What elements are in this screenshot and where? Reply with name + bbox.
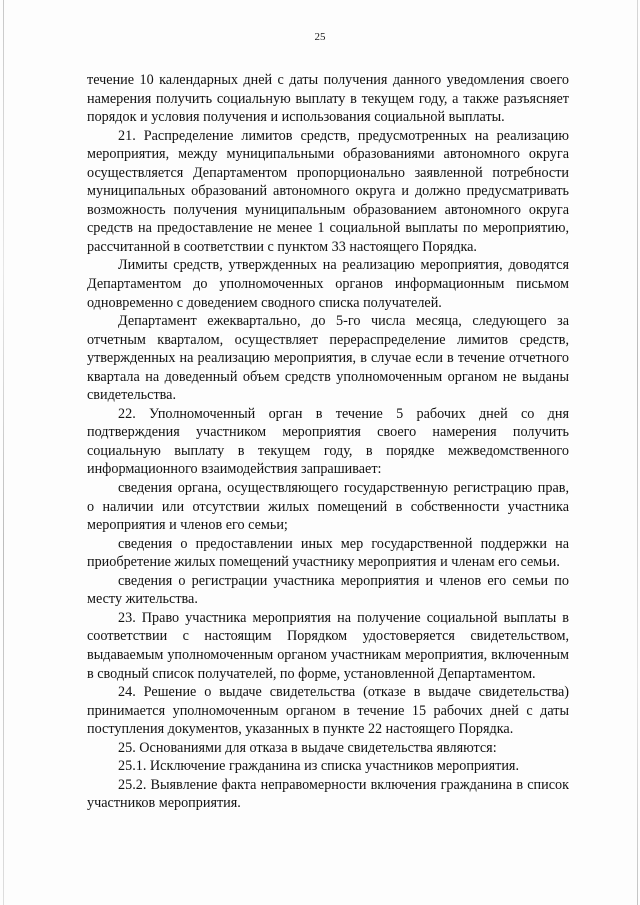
paragraph-continued: течение 10 календарных дней с даты получения данного уведомления своего намерения получить социальную выплату в текущем году, а также разъясняет порядок и условия получения и использования социальной выплаты. — [87, 72, 569, 126]
paragraph-22-item-other-support: сведения о предоставлении иных мер государственной поддержки на приобретение жилых помещений участнику мероприятия и членам его семьи. — [87, 535, 569, 571]
paragraph-25-2: 25.2. Выявление факта неправомерности включения гражданина в список участников мероприятия. — [87, 776, 569, 812]
page-number: 25 — [314, 31, 326, 43]
scan-edge-right — [637, 0, 638, 905]
paragraph-limits: Лимиты средств, утвержденных на реализацию мероприятия, доводятся Департаментом до уполномоченных органов информационным письмом одновременно с доведением сводного списка получателей. — [87, 257, 569, 311]
paragraph-21: 21. Распределение лимитов средств, предусмотренных на реализацию мероприятия, между муниципальными образованиями автономного округа осуществляется Департаментом пропорционально заявленной потребности муниципальных образований автономного округа и должно предусматривать возможность получения муниципальным образованием автономного округа средств на предоставление не менее 1 социальной выплаты по мероприятию, рассчитанной в соответствии с пунктом 33 настоящего Порядка. — [87, 127, 569, 255]
document-body — [87, 71, 569, 813]
paragraph-22-item-registration-rights: сведения органа, осуществляющего государственную регистрацию прав, о наличии или отсутствии жилых помещений в собственности участника мероприятия и членов его семьи; — [87, 480, 569, 534]
paragraph-25: 25. Основаниями для отказа в выдаче свидетельства являются: — [118, 739, 497, 756]
paragraph-redistribution: Департамент ежеквартально, до 5-го числа месяца, следующего за отчетным кварталом, осуществляет перераспределение лимитов средств, утвержденных на реализацию мероприятия, в случае если в течение отчетного квартала на доведенный объем средств уполномоченным органом не выданы свидетельства. — [87, 313, 569, 404]
scan-edge-left — [3, 0, 4, 905]
paragraph-22-item-residence: сведения о регистрации участника мероприятия и членов его семьи по месту жительства. — [87, 572, 569, 608]
paragraph-23: 23. Право участника мероприятия на получение социальной выплаты в соответствии с настоящим Порядком удостоверяется свидетельством, выдаваемым уполномоченным органом участникам мероприятия, включенным в сводный список получателей, по форме, установленной Департаментом. — [87, 609, 569, 682]
paragraph-25-1: 25.1. Исключение гражданина из списка участников мероприятия. — [118, 758, 520, 775]
paragraph-22: 22. Уполномоченный орган в течение 5 рабочих дней со дня подтверждения участником мероприятия своего намерения получить социальную выплату в текущем году, в порядке межведомственного информационного взаимодействия запрашивает: — [87, 405, 569, 478]
paragraph-24: 24. Решение о выдаче свидетельства (отказе в выдаче свидетельства) принимается уполномоченным органом в течение 15 рабочих дней с даты поступления документов, указанных в пункте 22 настоящего Порядка. — [87, 684, 569, 738]
